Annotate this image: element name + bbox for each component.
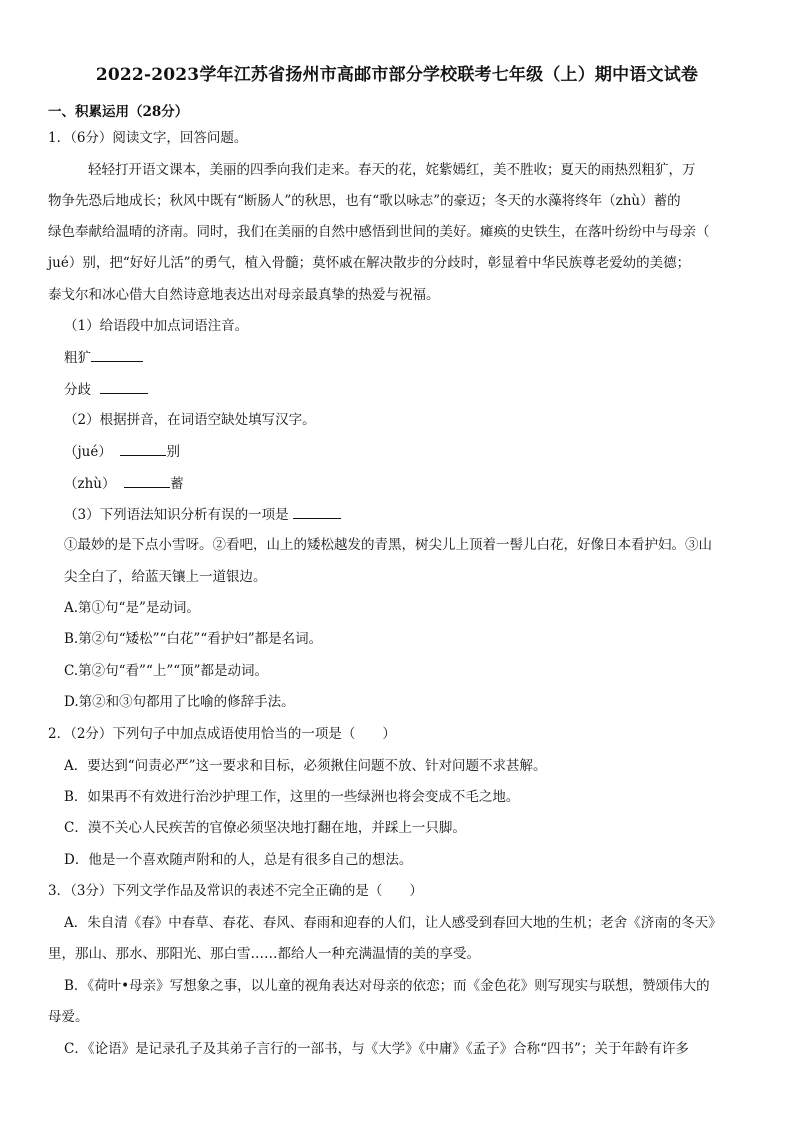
sub-question-1: （1）给语段中加点词语注音。 xyxy=(64,318,249,334)
question-2-heading: 2．（2分）下列句子中加点成语使用恰当的一项是（ ） xyxy=(48,726,396,742)
sub-question-2: （2）根据拼音，在词语空缺处填写汉字。 xyxy=(64,412,316,428)
option-a-line-1: A．朱自清《春》中春草、春花、春风、春雨和迎春的人们，让人感受到春回大地的生机；老舍《济南的冬天》 xyxy=(64,915,722,931)
answer-blank[interactable] xyxy=(293,504,341,519)
word-1: 粗犷 xyxy=(64,350,91,366)
pinyin-1: （jué） xyxy=(64,444,112,460)
question-1-heading: 1．（6分）阅读文字，回答问题。 xyxy=(48,130,248,146)
sentence-line-1: ①最妙的是下点小雪呀。②看吧，山上的矮松越发的青黑，树尖儿上顶着一髻儿白花，好像日本看护妇。③山 xyxy=(64,537,712,553)
sentence-line-2: 尖全白了，给蓝天镶上一道银边。 xyxy=(64,569,267,585)
option-c: C．漠不关心人民疾苦的官僚必须坚决地打翻在地，并踩上一只脚。 xyxy=(64,820,466,836)
option-d: D．他是一个喜欢随声附和的人，总是有很多自己的想法。 xyxy=(64,852,413,868)
option-a: A.第①句“是”是动词。 xyxy=(64,600,200,616)
answer-blank[interactable] xyxy=(100,379,148,394)
option-b: B.第②句“矮松”“白花”“看护妇”都是名词。 xyxy=(64,631,323,647)
word-1-row xyxy=(64,347,764,368)
option-d: D.第②和③句都用了比喻的修辞手法。 xyxy=(64,694,295,710)
page-title: 2022-2023学年江苏省扬州市高邮市部分学校联考七年级（上）期中语文试卷 xyxy=(95,65,699,85)
answer-blank[interactable] xyxy=(120,441,166,456)
option-b-line-1: B．《荷叶•母亲》写想象之事，以儿童的视角表达对母亲的依恋；而《金色花》则写现实与联想，赞颂伟大的 xyxy=(64,978,710,994)
question-3-heading: 3．（3分）下列文学作品及常识的表述不完全正确的是（ ） xyxy=(48,883,423,899)
sub-question-3-row xyxy=(64,504,764,525)
passage-line-3: 绿色奉献给温晴的济南。同时，我们在美丽的自然中感悟到世间的美好。瘫痪的史铁生，在落叶纷纷中与母亲（ xyxy=(48,224,710,240)
passage-line-2: 物争先恐后地成长；秋风中既有“断肠人”的秋思，也有“歌以咏志”的豪迈；冬天的水藻将终年（zhù）蓄的 xyxy=(48,193,681,209)
option-c: C.第②句“看”“上”“顶”都是动词。 xyxy=(64,663,269,679)
sub-question-3: （3）下列语法知识分析有误的一项是 xyxy=(64,507,289,523)
word-2-row xyxy=(64,379,764,400)
answer-blank[interactable] xyxy=(124,473,170,488)
pinyin-1-tail: 别 xyxy=(166,444,180,460)
option-b: B．如果再不有效进行治沙护理工作，这里的一些绿洲也将会变成不毛之地。 xyxy=(64,789,520,805)
option-c-line-1: C．《论语》是记录孔子及其弟子言行的一部书，与《大学》《中庸》《孟子》合称“四书”；关于年龄有许多 xyxy=(64,1041,689,1057)
passage-line-1: 轻轻打开语文课本，美丽的四季向我们走来。春天的花，姹紫嫣红，美不胜收；夏天的雨热烈粗犷，万 xyxy=(88,162,696,178)
word-2: 分歧 xyxy=(64,382,91,398)
option-a: A．要达到“问责必严”这一要求和目标，必须揪住问题不放、针对问题不求甚解。 xyxy=(64,758,547,774)
pinyin-2-row xyxy=(64,473,764,494)
pinyin-1-row xyxy=(64,441,764,462)
section-heading: 一、积累运用（28分） xyxy=(48,104,189,120)
passage-line-4: jué）别，把“好好儿活”的勇气，植入骨髓；莫怀戚在解决散步的分歧时，彰显着中华民族尊老爱幼的美德； xyxy=(48,255,691,271)
pinyin-2: （zhù） xyxy=(64,476,116,492)
option-a-line-2: 里，那山、那水、那阳光、那白雪……都给人一种充满温情的美的享受。 xyxy=(48,946,480,962)
answer-blank[interactable] xyxy=(91,347,143,362)
passage-line-5: 泰戈尔和冰心借大自然诗意地表达出对母亲最真挚的热爱与祝福。 xyxy=(48,287,440,303)
pinyin-2-tail: 蓄 xyxy=(170,476,184,492)
option-b-line-2: 母爱。 xyxy=(48,1009,89,1025)
